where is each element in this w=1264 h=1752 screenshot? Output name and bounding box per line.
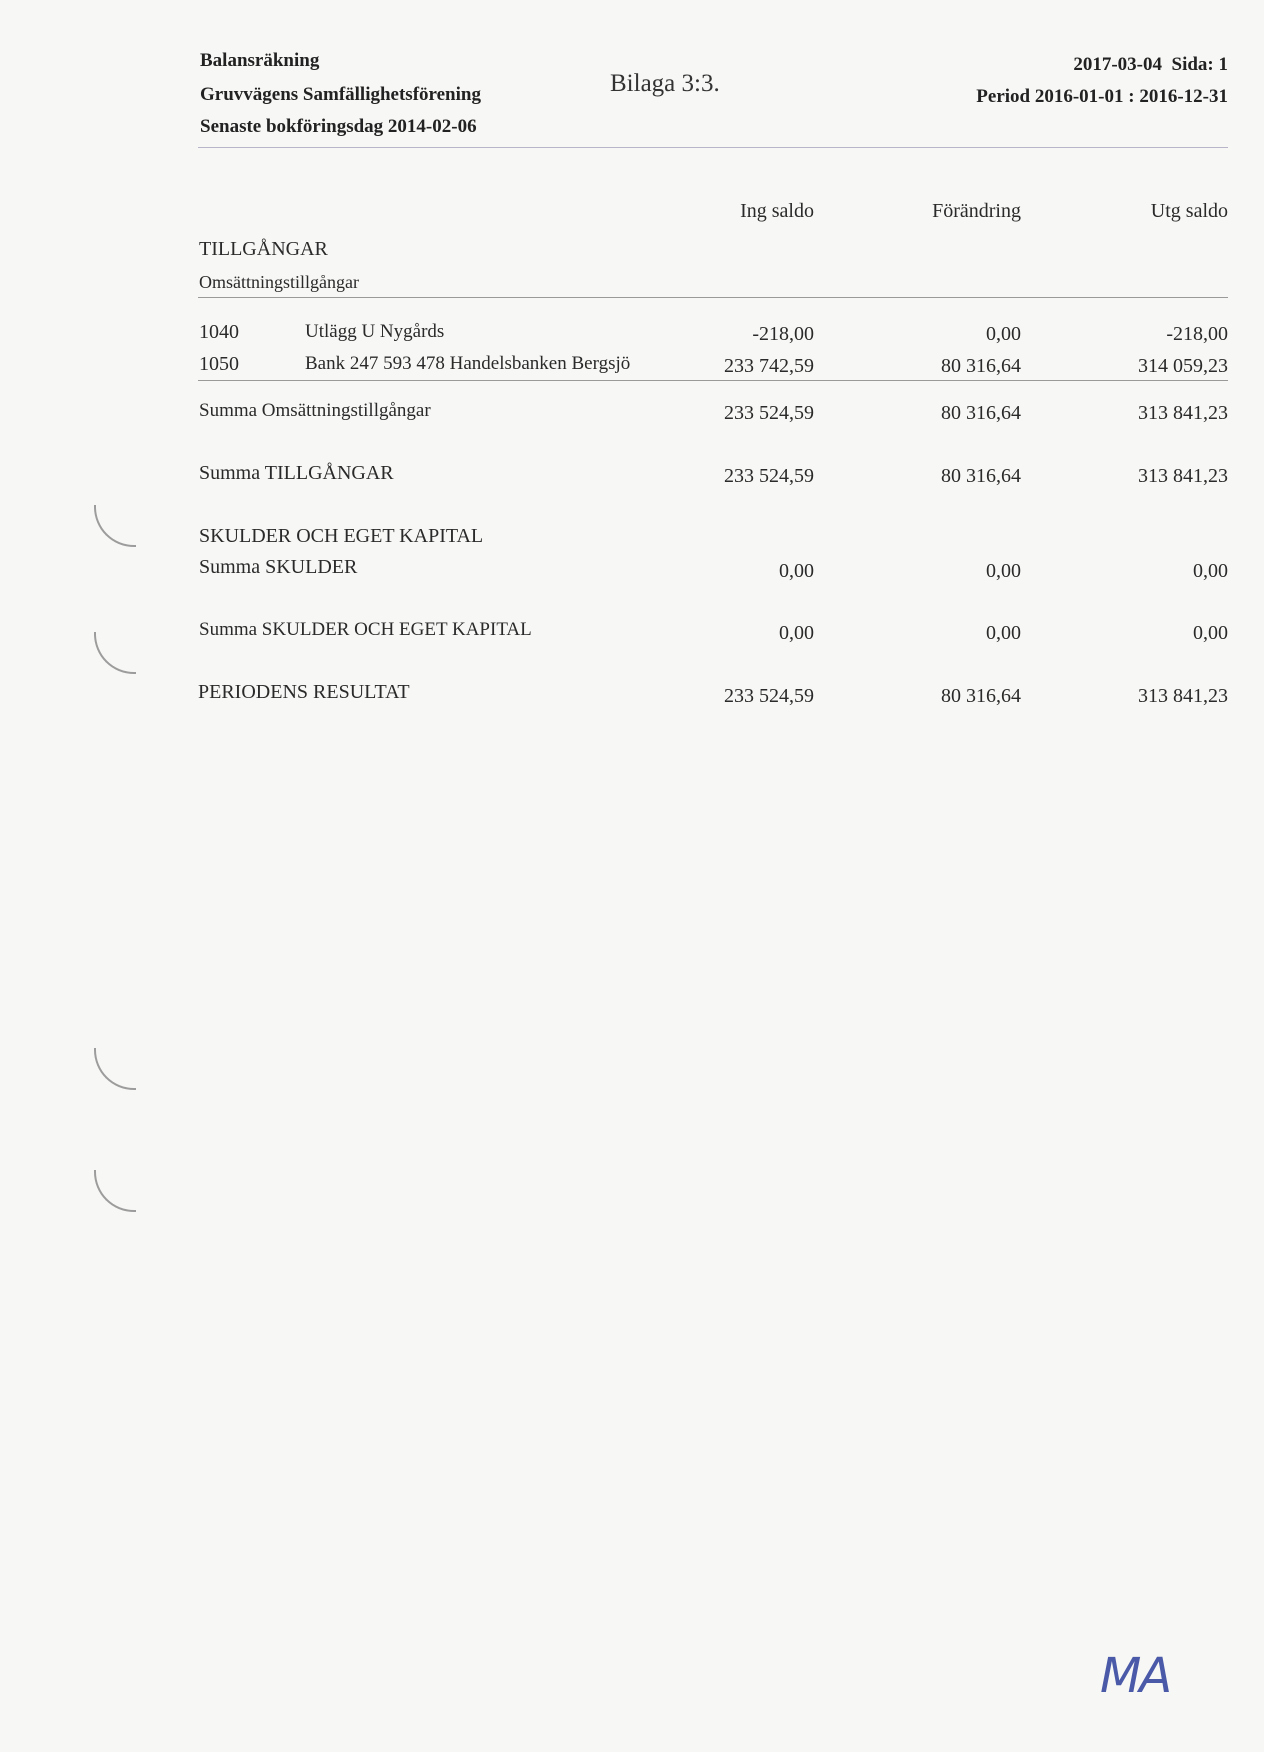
change-value: 0,00 — [986, 560, 1021, 582]
column-ing-saldo: Ing saldo — [740, 200, 814, 222]
report-title: Balansräkning — [200, 50, 320, 71]
ing-value: -218,00 — [752, 323, 814, 345]
section-skulder-och-eget-kapital: SKULDER OCH EGET KAPITAL — [199, 525, 484, 547]
attachment-label: Bilaga 3:3. — [610, 70, 720, 97]
sum-label: Summa TILLGÅNGAR — [199, 462, 394, 484]
header-divider — [198, 147, 1228, 148]
account-name: Bank 247 593 478 Handelsbanken Bergsjö — [305, 353, 631, 374]
period: Period 2016-01-01 : 2016-12-31 — [976, 86, 1228, 107]
account-name: Utlägg U Nygårds — [305, 321, 445, 342]
ing-value: 233 524,59 — [724, 465, 814, 487]
utg-value: 0,00 — [1193, 560, 1228, 582]
utg-value: 313 841,23 — [1138, 465, 1228, 487]
subsection-omsattningstillgangar: Omsättningstillgångar — [199, 272, 359, 292]
ing-value: 233 524,59 — [724, 402, 814, 424]
punch-hole-mark — [94, 1170, 136, 1212]
change-value: 80 316,64 — [941, 685, 1021, 707]
punch-hole-mark — [94, 1048, 136, 1090]
date-page: 2017-03-04 Sida: 1 — [1073, 54, 1228, 75]
handwritten-initials: MA — [1100, 1648, 1171, 1704]
change-value: 80 316,64 — [941, 355, 1021, 377]
utg-value: 313 841,23 — [1138, 685, 1228, 707]
utg-value: 0,00 — [1193, 622, 1228, 644]
organization-name: Gruvvägens Samfällighetsförening — [200, 84, 481, 105]
utg-value: 314 059,23 — [1138, 355, 1228, 377]
column-forandring: Förändring — [932, 200, 1021, 222]
account-number: 1040 — [199, 321, 239, 343]
utg-value: -218,00 — [1166, 323, 1228, 345]
change-value: 80 316,64 — [941, 402, 1021, 424]
ing-value: 0,00 — [779, 560, 814, 582]
sum-label: Summa SKULDER OCH EGET KAPITAL — [199, 619, 532, 640]
rows-divider — [198, 380, 1228, 381]
sum-label: Summa Omsättningstillgångar — [199, 400, 431, 421]
ing-value: 233 524,59 — [724, 685, 814, 707]
change-value: 0,00 — [986, 323, 1021, 345]
change-value: 80 316,64 — [941, 465, 1021, 487]
column-utg-saldo: Utg saldo — [1150, 200, 1228, 222]
last-booking-date: Senaste bokföringsdag 2014-02-06 — [200, 116, 477, 137]
result-label: PERIODENS RESULTAT — [198, 681, 410, 703]
section-divider — [198, 297, 1228, 298]
change-value: 0,00 — [986, 622, 1021, 644]
section-tillgangar: TILLGÅNGAR — [199, 238, 328, 260]
ing-value: 0,00 — [779, 622, 814, 644]
account-number: 1050 — [199, 353, 239, 375]
sum-label: Summa SKULDER — [199, 556, 358, 578]
ing-value: 233 742,59 — [724, 355, 814, 377]
utg-value: 313 841,23 — [1138, 402, 1228, 424]
punch-hole-mark — [94, 505, 136, 547]
punch-hole-mark — [94, 632, 136, 674]
